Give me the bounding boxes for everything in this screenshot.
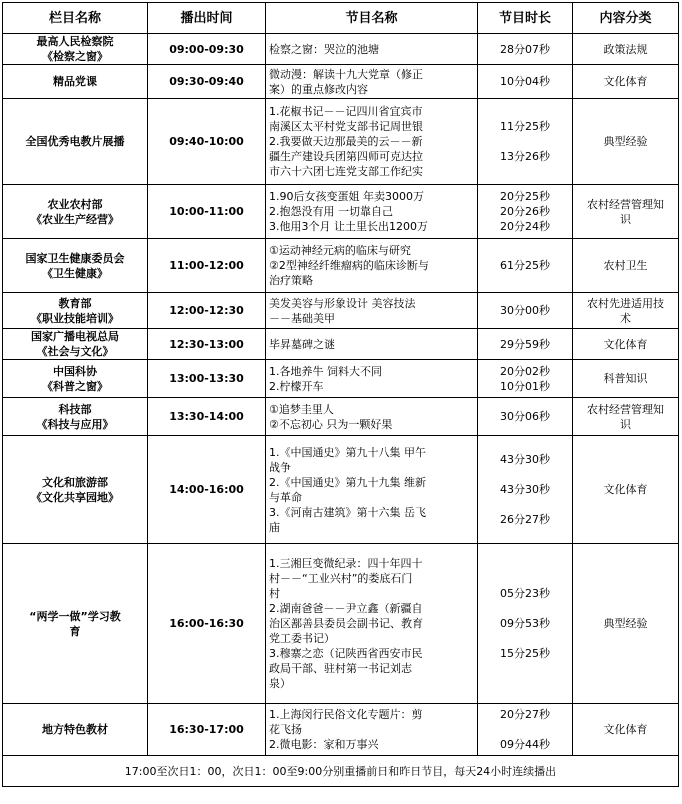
cell-line: 20分02秒: [500, 364, 550, 378]
footer-row: [3, 756, 679, 787]
air-time-cell: 13:00-13:30: [148, 360, 266, 398]
table-row: [3, 329, 679, 360]
column-name-cell: [3, 704, 148, 756]
table-row: [3, 185, 679, 239]
duration-cell: [478, 65, 573, 99]
table-row: [3, 239, 679, 293]
cell-line: ②2型神经纤维瘤病的临床诊断与: [269, 259, 429, 272]
program-name-cell: [266, 185, 478, 239]
duration-cell: [478, 293, 573, 329]
cell-line: 26分27秒: [500, 513, 550, 526]
cell-line: 治疗策略: [269, 274, 313, 287]
program-name-cell: [266, 329, 478, 360]
column-name-cell: [3, 185, 148, 239]
category-cell: [573, 360, 679, 398]
cell-line: 《卫生健康》: [42, 266, 108, 280]
cell-line: 与革命: [269, 490, 302, 504]
column-name-cell: [3, 398, 148, 436]
header-category: 内容分类: [573, 3, 679, 34]
cell-line: “两学一做”学习教: [29, 609, 121, 623]
cell-line: 28分07秒: [500, 42, 550, 56]
cell-line: 2.我要做天边那最美的云－－新: [269, 135, 423, 148]
cell-line: 市六十六团七连党支部工作纪实: [269, 165, 423, 178]
duration-cell: [478, 99, 573, 185]
category-cell: [573, 239, 679, 293]
cell-line: 10分01秒: [500, 379, 550, 393]
program-name-cell: [266, 544, 478, 704]
air-time-cell: 12:00-12:30: [148, 293, 266, 329]
air-time-cell: 12:30-13:00: [148, 329, 266, 360]
category-cell: [573, 544, 679, 704]
category-cell: [573, 99, 679, 185]
cell-line: 国家广播电视总局: [31, 330, 119, 343]
cell-line: 中国科协: [53, 364, 97, 378]
program-name-cell: [266, 360, 478, 398]
schedule-wrapper: [2, 2, 679, 787]
cell-line: 20分24秒: [500, 220, 550, 233]
cell-line: 毕昇墓碑之谜: [269, 337, 335, 351]
cell-line: 典型经验: [603, 135, 648, 148]
cell-line: 地方特色教材: [42, 723, 108, 736]
air-time-cell: 13:30-14:00: [148, 398, 266, 436]
cell-line: 农村卫生: [603, 259, 648, 272]
line-gap: [481, 467, 569, 482]
program-name-cell: [266, 99, 478, 185]
cell-line: ①运动神经元病的临床与研究: [269, 244, 411, 257]
cell-line: 20分26秒: [500, 205, 550, 218]
column-name-cell: [3, 99, 148, 185]
cell-line: 文化体育: [603, 337, 648, 351]
cell-line: 泉）: [269, 677, 291, 690]
table-row: [3, 293, 679, 329]
cell-line: 2.抱怨没有用 一切靠自己: [269, 205, 393, 218]
cell-line: 20分27秒: [500, 708, 550, 721]
column-name-cell: [3, 239, 148, 293]
line-gap: [481, 722, 569, 737]
table-row: [3, 360, 679, 398]
cell-line: 《文化共享园地》: [31, 490, 119, 504]
cell-line: 政策法规: [603, 42, 648, 56]
program-name-cell: [266, 239, 478, 293]
table-row: [3, 704, 679, 756]
header-air-time: 播出时间: [148, 3, 266, 34]
cell-line: 10分04秒: [500, 75, 550, 88]
cell-line: 《职业技能培训》: [31, 311, 119, 325]
duration-cell: [478, 329, 573, 360]
program-name-cell: [266, 293, 478, 329]
table-row: [3, 544, 679, 704]
duration-cell: [478, 398, 573, 436]
cell-line: 党工委书记）: [269, 632, 335, 645]
cell-line: 61分25秒: [500, 259, 550, 272]
air-time-cell: 09:30-09:40: [148, 65, 266, 99]
line-gap: [481, 497, 569, 512]
air-time-cell: 09:00-09:30: [148, 34, 266, 65]
cell-line: 13分26秒: [500, 150, 550, 163]
air-time-cell: 10:00-11:00: [148, 185, 266, 239]
cell-line: 农村经营管理知: [587, 402, 664, 416]
table-row: [3, 99, 679, 185]
cell-line: 43分30秒: [500, 483, 550, 496]
header-column-name: 栏目名称: [3, 3, 148, 34]
cell-line: 《社会与文化》: [36, 345, 114, 358]
cell-line: 30分06秒: [500, 410, 550, 423]
cell-line: 1.《中国通史》第九十八集 甲午: [269, 445, 426, 459]
duration-cell: [478, 34, 573, 65]
table-row: [3, 436, 679, 544]
line-gap: [481, 631, 569, 646]
cell-line: 案）的重点修改内容: [269, 82, 368, 96]
air-time-cell: 09:40-10:00: [148, 99, 266, 185]
cell-line: 3.《河南古建筑》第十六集 岳飞: [269, 505, 426, 519]
category-cell: [573, 34, 679, 65]
cell-line: 《科技与应用》: [36, 417, 114, 431]
cell-line: 识: [620, 417, 631, 431]
cell-line: 1.花椒书记－－记四川省宜宾市: [269, 105, 423, 118]
cell-line: 识: [620, 212, 631, 226]
cell-line: －－基础美甲: [269, 311, 335, 325]
cell-line: 3.穆寨之恋（记陕西省西安市民: [269, 647, 423, 660]
cell-line: 1.上海闵行民俗文化专题片：剪: [269, 708, 423, 721]
cell-line: 育: [69, 624, 81, 638]
column-name-cell: [3, 34, 148, 65]
cell-line: 2.《中国通史》第九十九集 维新: [269, 475, 426, 489]
rebroadcast-note: 17:00至次日1：00，次日1：00至9:00分别重播前日和昨日节目，每天24小时连续播出: [3, 756, 679, 787]
category-cell: [573, 293, 679, 329]
cell-line: 检察之窗：哭泣的池塘: [269, 42, 379, 56]
cell-line: 农村经营管理知: [587, 197, 664, 211]
column-name-cell: [3, 360, 148, 398]
cell-line: 精品党课: [53, 75, 97, 88]
cell-line: 微动漫：解读十九大党章（修正: [269, 67, 423, 81]
cell-line: 战争: [269, 460, 291, 474]
column-name-cell: [3, 436, 148, 544]
duration-cell: [478, 360, 573, 398]
category-cell: [573, 436, 679, 544]
duration-cell: [478, 436, 573, 544]
cell-line: 术: [620, 311, 631, 325]
cell-line: 科普知识: [603, 372, 648, 385]
cell-line: 2.湖南爸爸－－尹立鑫（新疆自: [269, 602, 423, 615]
table-row: [3, 398, 679, 436]
line-gap: [481, 134, 569, 149]
program-name-cell: [266, 704, 478, 756]
cell-line: 2.柠檬开车: [269, 379, 324, 393]
header-duration: 节目时长: [478, 3, 573, 34]
cell-line: 国家卫生健康委员会: [25, 251, 125, 265]
category-cell: [573, 65, 679, 99]
program-name-cell: [266, 436, 478, 544]
cell-line: 《检察之窗》: [42, 50, 108, 63]
cell-line: 美发美容与形象设计 美容技法: [269, 296, 416, 310]
duration-cell: [478, 185, 573, 239]
cell-line: 农业农村部: [47, 197, 103, 211]
program-schedule-table: [2, 2, 679, 787]
table-row: [3, 65, 679, 99]
program-name-cell: [266, 65, 478, 99]
cell-line: 30分00秒: [500, 304, 550, 317]
cell-line: 43分30秒: [500, 453, 550, 466]
cell-line: 文化体育: [603, 75, 648, 88]
cell-line: 05分23秒: [500, 587, 550, 600]
category-cell: [573, 704, 679, 756]
table-row: [3, 34, 679, 65]
program-name-cell: [266, 34, 478, 65]
air-time-cell: 11:00-12:00: [148, 239, 266, 293]
schedule-body: [3, 3, 679, 787]
cell-line: 村－－“工业兴村”的娄底石门: [269, 572, 413, 585]
cell-line: 《科普之窗》: [42, 379, 108, 393]
cell-line: 典型经验: [603, 617, 648, 630]
cell-line: 科技部: [58, 402, 92, 416]
cell-line: 1.90后女孩变蛋姐 年卖3000万: [269, 190, 424, 203]
header-program-name: 节目名称: [266, 3, 478, 34]
cell-line: 09分44秒: [500, 738, 550, 751]
cell-line: ②不忘初心 只为一颗好果: [269, 417, 393, 431]
cell-line: 文化体育: [603, 483, 648, 496]
cell-line: 庙: [269, 520, 280, 534]
cell-line: 1.各地养牛 饲料大不同: [269, 364, 382, 378]
cell-line: 疆生产建设兵团第四师可克达拉: [269, 150, 423, 163]
cell-line: 2.微电影：家和万事兴: [269, 738, 379, 751]
cell-line: 治区鄯善县委员会副书记、教育: [269, 617, 423, 630]
column-name-cell: [3, 65, 148, 99]
column-name-cell: [3, 293, 148, 329]
duration-cell: [478, 239, 573, 293]
cell-line: 15分25秒: [500, 647, 550, 660]
cell-line: 教育部: [58, 296, 92, 310]
cell-line: 29分59秒: [500, 337, 550, 351]
cell-line: 文化体育: [603, 723, 648, 736]
header-row: [3, 3, 679, 34]
cell-line: 政局干部、驻村第一书记刘志: [269, 662, 412, 675]
cell-line: ①追梦圭里人: [269, 402, 334, 416]
cell-line: 20分25秒: [500, 190, 550, 203]
air-time-cell: 16:00-16:30: [148, 544, 266, 704]
cell-line: 村: [269, 587, 280, 600]
program-name-cell: [266, 398, 478, 436]
cell-line: 11分25秒: [500, 120, 550, 133]
duration-cell: [478, 544, 573, 704]
duration-cell: [478, 704, 573, 756]
cell-line: 文化和旅游部: [42, 475, 108, 489]
air-time-cell: 16:30-17:00: [148, 704, 266, 756]
cell-line: 09分53秒: [500, 617, 550, 630]
cell-line: 3.他用3个月 让土里长出1200万: [269, 220, 428, 233]
category-cell: [573, 185, 679, 239]
line-gap: [481, 601, 569, 616]
cell-line: 《农业生产经营》: [31, 212, 119, 226]
cell-line: 最高人民检察院: [36, 35, 114, 48]
cell-line: 全国优秀电教片展播: [25, 135, 125, 148]
cell-line: 1.三湘巨变微纪录：四十年四十: [269, 557, 423, 570]
cell-line: 农村先进适用技: [587, 296, 664, 310]
column-name-cell: [3, 329, 148, 360]
cell-line: 花飞扬: [269, 723, 302, 736]
category-cell: [573, 329, 679, 360]
category-cell: [573, 398, 679, 436]
air-time-cell: 14:00-16:00: [148, 436, 266, 544]
column-name-cell: [3, 544, 148, 704]
cell-line: 南溪区太平村党支部书记周世银: [269, 120, 423, 133]
